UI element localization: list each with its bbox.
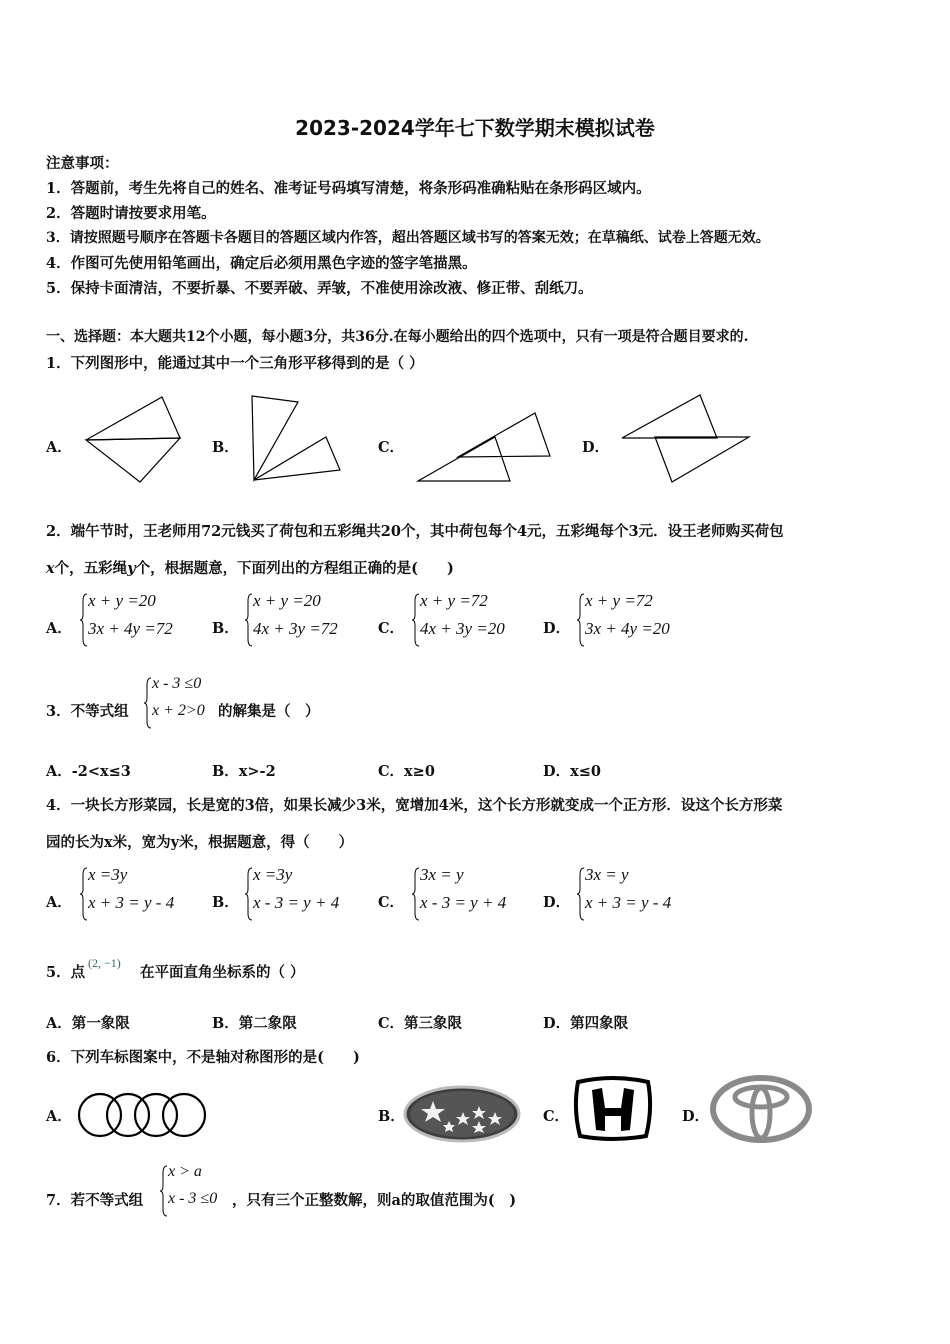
q2-option-c-label: C． xyxy=(378,620,405,637)
q1-a-triangle-2 xyxy=(86,438,180,482)
equation: x + y =20 xyxy=(253,591,321,610)
q5-option-a: A．第一象限 xyxy=(46,1015,130,1032)
equation: x + y =20 xyxy=(88,591,156,610)
notice-item: 5．保持卡面清洁，不要折暴、不要弄破、弄皱，不准使用涂改液、修正带、刮纸刀。 xyxy=(46,280,593,297)
equation: x =3y xyxy=(253,865,293,884)
equation: x + 3 = y - 4 xyxy=(88,893,175,912)
brace-icon xyxy=(245,593,253,647)
inequality: x > a xyxy=(168,1163,202,1180)
q4-option-d-label: D． xyxy=(543,894,571,911)
equation: 4x + 3y =72 xyxy=(253,619,338,638)
notice-item: 3．请按照题号顺序在答题卡各题目的答题区域内作答，超出答题区域书写的答案无效；在草稿纸、试卷上答题无效。 xyxy=(46,230,770,246)
three-ellipses-logo-icon xyxy=(710,1075,812,1143)
q3-option-c: C．x≥0 xyxy=(378,763,435,780)
brace-icon xyxy=(144,677,152,729)
q2-var-x: x xyxy=(46,560,55,577)
question-4-line1: 4．一块长方形菜园，长是宽的3倍，如果长减少3米，宽增加4米，这个长方形就变成一个正方形．设这个长方形菜 xyxy=(46,797,783,814)
q4-option-c-label: C． xyxy=(378,894,405,911)
q1-option-d-label: D． xyxy=(582,439,610,456)
notice-item: 2．答题时请按要求用笔。 xyxy=(46,205,216,222)
brace-icon xyxy=(412,867,420,921)
brace-icon xyxy=(577,593,585,647)
brace-icon xyxy=(80,867,88,921)
q3-option-a: A．-2<x≤3 xyxy=(46,763,131,780)
equation: 3x + 4y =20 xyxy=(585,619,670,638)
q2-text: 个，五彩绳 xyxy=(54,560,128,577)
q6-option-c-label: C． xyxy=(543,1108,570,1125)
brace-icon xyxy=(160,1165,168,1217)
question-1-stem: 1．下列图形中，能通过其中一个三角形平移得到的是（ ） xyxy=(46,355,424,372)
q5-option-c: C．第三象限 xyxy=(378,1015,463,1032)
q6-option-a-label: A． xyxy=(46,1108,72,1125)
question-6-stem: 6．下列车标图案中，不是轴对称图形的是( ) xyxy=(46,1049,360,1066)
equation: x + 3 = y - 4 xyxy=(585,893,672,912)
q2-option-a-label: A． xyxy=(46,620,72,637)
q1-c-triangle-2 xyxy=(418,437,510,481)
h-logo-icon xyxy=(572,1076,654,1142)
q5-option-d: D．第四象限 xyxy=(543,1015,629,1032)
q3-option-b: B．x>-2 xyxy=(212,763,276,780)
q1-b-triangle-2 xyxy=(254,437,340,480)
q4-option-b-label: B． xyxy=(212,894,239,911)
question-2-line2 xyxy=(46,557,454,578)
brace-icon xyxy=(80,593,88,647)
question-5-prefix: 5．点 xyxy=(46,964,86,981)
q1-d-triangle-1 xyxy=(622,395,717,438)
equation: 3x = y xyxy=(585,865,629,884)
q2-var-y: y xyxy=(127,560,136,577)
notice-item: 1．答题前，考生先将自己的姓名、准考证号码填写清楚，将条形码准确粘贴在条形码区域内。 xyxy=(46,180,651,197)
question-4-line2: 园的长为x米，宽为y米，根据题意，得（ ） xyxy=(46,834,354,851)
notice-item: 4．作图可先使用铅笔画出，确定后必须用黑色字迹的签字笔描黑。 xyxy=(46,255,477,272)
equation: x - 3 = y + 4 xyxy=(420,893,507,912)
question-7-suffix: ，只有三个正整数解，则a的取值范围为( ) xyxy=(232,1192,517,1209)
q1-option-b-label: B． xyxy=(212,439,239,456)
question-7-prefix: 7．若不等式组 xyxy=(46,1192,144,1209)
q3-option-d: D．x≤0 xyxy=(543,763,601,780)
q1-d-triangle-2 xyxy=(655,437,749,482)
inequality: x - 3 ≤0 xyxy=(152,675,202,692)
notice-heading: 注意事项： xyxy=(46,155,119,172)
inequality: x - 3 ≤0 xyxy=(168,1190,218,1207)
six-stars-logo-icon xyxy=(403,1085,521,1143)
q2-option-d-label: D． xyxy=(543,620,571,637)
equation: x + y =72 xyxy=(585,591,653,610)
equation: x - 3 = y + 4 xyxy=(253,893,340,912)
q6-option-d-label: D． xyxy=(682,1108,710,1125)
q1-option-a-label: A． xyxy=(46,439,72,456)
question-2-line1: 2．端午节时，王老师用72元钱买了荷包和五彩绳共20个，其中荷包每个4元，五彩绳每个3元．设王老师购买荷包 xyxy=(46,523,784,540)
q5-point: (2, −1) xyxy=(88,956,121,970)
q5-option-b: B．第二象限 xyxy=(212,1015,297,1032)
four-rings-logo-icon xyxy=(72,1090,214,1140)
brace-icon xyxy=(412,593,420,647)
q1-option-c-label: C． xyxy=(378,439,405,456)
q1-a-triangle-1 xyxy=(86,397,180,440)
equation: 3x + 4y =72 xyxy=(88,619,173,638)
question-5-suffix: 在平面直角坐标系的（ ） xyxy=(140,964,305,981)
q4-option-a-label: A． xyxy=(46,894,72,911)
equation: 4x + 3y =20 xyxy=(420,619,505,638)
q6-option-b-label: B． xyxy=(378,1108,405,1125)
q2-option-b-label: B． xyxy=(212,620,239,637)
brace-icon xyxy=(245,867,253,921)
inequality: x + 2>0 xyxy=(152,702,205,719)
equation: x + y =72 xyxy=(420,591,488,610)
brace-icon xyxy=(577,867,585,921)
section-heading: 一、选择题：本大题共12个小题，每小题3分，共36分.在每小题给出的四个选项中，只有一项是符合题目要求的. xyxy=(46,329,749,345)
q2-text: 个，根据题意，下面列出的方程组正确的是( ) xyxy=(135,560,454,577)
question-3-prefix: 3．不等式组 xyxy=(46,703,129,720)
question-3-suffix: 的解集是（ ） xyxy=(218,703,320,720)
equation: 3x = y xyxy=(420,865,464,884)
equation: x =3y xyxy=(88,865,128,884)
page-title: 2023-2024学年七下数学期末模拟试卷 xyxy=(295,116,655,140)
